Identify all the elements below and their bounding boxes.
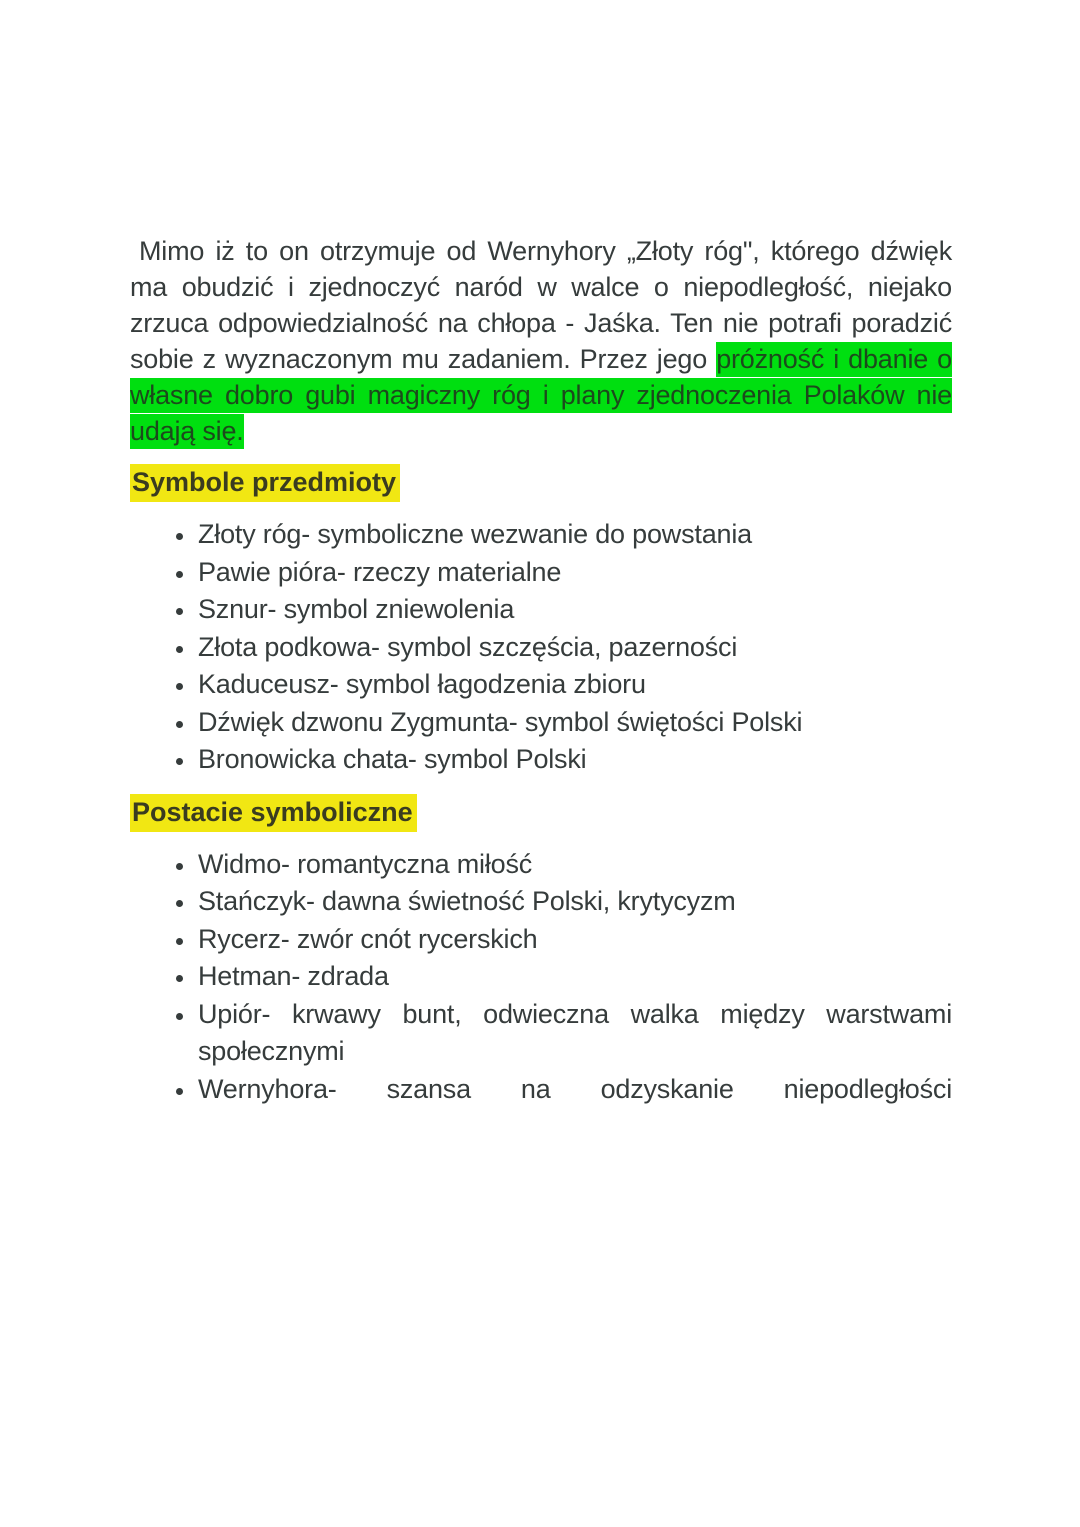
list-item: • Kaduceusz- symbol łagodzenia zbioru [196, 666, 952, 704]
section-heading-postacie-symboliczne [130, 794, 952, 830]
list-item: • Bronowicka chata- symbol Polski [196, 741, 952, 779]
list-item: • Stańczyk- dawna świetność Polski, krytycyzm [196, 883, 952, 921]
list-item: • Złota podkowa- symbol szczęścia, pazerności [196, 629, 952, 667]
postacie-symboliczne-list [130, 846, 952, 1109]
list-item: • Wernyhora- szansa na odzyskanie niepodległości [196, 1071, 952, 1109]
list-item: • Pawie pióra- rzeczy materialne [196, 554, 952, 592]
list-item: • Hetman- zdrada [196, 958, 952, 996]
yellow-highlight-heading: Symbole przedmioty [130, 464, 400, 502]
yellow-highlight-heading: Postacie symboliczne [130, 794, 417, 832]
list-item: • Rycerz- zwór cnót rycerskich [196, 921, 952, 959]
green-highlight-text: próżność i dbanie o własne dobro gubi magiczny róg i plany zjednoczenia Polaków nie udają się. [130, 342, 952, 449]
list-item: • Upiór- krwawy bunt, odwieczna walka między warstwami społecznymi [196, 996, 952, 1071]
intro-paragraph-text: Mimo iż to on otrzymuje od Wernyhory „Złoty róg", którego dźwięk ma obudzić i zjednoczyć naród w walce o niepodległość, niejako zrzuca odpowiedzialność na chłopa - Jaśka. Ten nie potrafi poradzić sobie z wyznaczonym mu zadaniem. Przez jego [130, 236, 952, 374]
list-item: • Widmo- romantyczna miłość [196, 846, 952, 884]
list-item: • Dźwięk dzwonu Zygmunta- symbol świętości Polski [196, 704, 952, 742]
intro-paragraph [130, 233, 952, 449]
list-item: • Złoty róg- symboliczne wezwanie do powstania [196, 516, 952, 554]
list-item: • Sznur- symbol zniewolenia [196, 591, 952, 629]
symbole-przedmioty-list [130, 516, 952, 779]
section-heading-symbole-przedmioty [130, 464, 952, 500]
document-page [130, 233, 952, 1120]
